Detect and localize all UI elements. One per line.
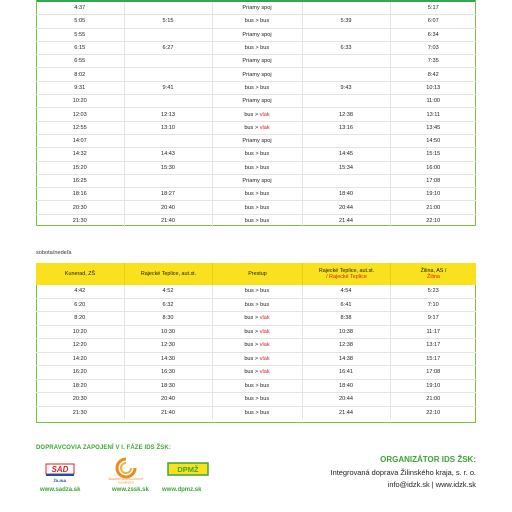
weekday-cell: 15:20: [36, 161, 124, 174]
header-col5-line2: Žilina: [427, 274, 440, 280]
weekday-cell: [302, 2, 390, 15]
weekday-cell: [302, 174, 390, 187]
weekend-cell: 10:38: [302, 325, 390, 339]
organizer-contact[interactable]: info@idzk.sk | www.idzk.sk: [387, 480, 476, 489]
weekday-cell: 9:41: [124, 81, 212, 94]
sad-logo-subtext: ŽILINA: [53, 478, 67, 483]
weekday-cell: 12:03: [36, 108, 124, 121]
header-prestup: Prestup: [212, 263, 302, 285]
weekend-cell: 16:41: [302, 366, 390, 380]
weekday-cell: 5:05: [36, 15, 124, 28]
weekend-cell: 4:52: [124, 285, 212, 298]
weekend-cell: 8:38: [302, 312, 390, 326]
weekend-cell: bus > vlak: [212, 325, 302, 339]
weekend-cell: 18:30: [124, 379, 212, 393]
weekend-row: [36, 406, 476, 419]
weekday-cell: 20:30: [36, 201, 124, 214]
weekday-cell: Priamy spoj: [212, 28, 302, 41]
weekday-cell: 13:16: [302, 121, 390, 134]
weekday-cell: 7:35: [390, 55, 476, 68]
weekday-row: [36, 15, 476, 28]
weekend-cell: bus > bus: [212, 379, 302, 393]
weekend-cell: 12:38: [302, 339, 390, 353]
weekday-cell: bus > bus: [212, 15, 302, 28]
carriers-heading: DOPRAVCOVIA ZAPOJENÍ V I. FÁZE IDS ŽSK:: [36, 445, 171, 451]
weekend-cell: 8:20: [36, 312, 124, 326]
weekday-cell: bus > bus: [212, 201, 302, 214]
weekend-row: [36, 312, 476, 326]
weekend-cell: 8:30: [124, 312, 212, 326]
weekend-cell: 7:10: [390, 298, 476, 312]
weekend-cell: bus > vlak: [212, 339, 302, 353]
weekend-cell: 6:20: [36, 298, 124, 312]
weekday-cell: 15:15: [390, 148, 476, 161]
header-kunerad: Kunerad, ZŠ: [64, 270, 96, 277]
weekend-row: [36, 325, 476, 339]
dpmz-logo-text: DPMŽ: [177, 465, 199, 474]
weekend-cell: 9:17: [390, 312, 476, 326]
weekday-cell: 15:34: [302, 161, 390, 174]
weekday-cell: 16:00: [390, 161, 476, 174]
weekday-row: [36, 55, 476, 68]
weekend-cell: 17:08: [390, 366, 476, 380]
weekday-cell: [302, 55, 390, 68]
header-rajecke-teplice-transfer: [302, 263, 390, 285]
weekday-cell: 8:02: [36, 68, 124, 81]
weekday-cell: Priamy spoj: [212, 55, 302, 68]
weekday-row: [36, 95, 476, 108]
weekend-cell: 21:00: [390, 393, 476, 407]
weekend-cell: 18:40: [302, 379, 390, 393]
weekend-cell: 6:32: [124, 298, 212, 312]
weekend-cell: 12:20: [36, 339, 124, 353]
organizer-name: Integrovaná doprava Žilinského kraja, s. r. o.: [330, 468, 476, 477]
weekday-cell: [302, 68, 390, 81]
dpmz-logo: [166, 458, 210, 480]
weekday-cell: [124, 28, 212, 41]
weekend-row: [36, 352, 476, 366]
weekday-cell: 9:31: [36, 81, 124, 94]
vlak-mark: vlak: [259, 355, 270, 362]
weekday-cell: bus > vlak: [212, 108, 302, 121]
weekend-table-wrap: [36, 285, 476, 419]
weekday-cell: bus > bus: [212, 188, 302, 201]
dpmz-link[interactable]: www.dpmz.sk: [162, 487, 202, 493]
weekday-row: [36, 134, 476, 147]
weekday-cell: 12:13: [124, 108, 212, 121]
weekend-cell: 10:30: [124, 325, 212, 339]
weekend-cell: 20:40: [124, 393, 212, 407]
header-col4-line2: / Rajecké Teplice: [326, 274, 367, 280]
weekend-cell: bus > vlak: [212, 312, 302, 326]
vlak-mark: vlak: [259, 342, 270, 349]
weekday-cell: 15:30: [124, 161, 212, 174]
header-zilina: [390, 263, 476, 285]
weekday-cell: 12:55: [36, 121, 124, 134]
weekday-cell: 6:33: [302, 41, 390, 54]
weekday-cell: 22:10: [390, 214, 476, 227]
weekday-cell: 6:07: [390, 15, 476, 28]
weekday-cell: bus > vlak: [212, 121, 302, 134]
vlak-mark: vlak: [259, 369, 270, 376]
weekday-cell: 7:03: [390, 41, 476, 54]
weekday-cell: 14:43: [124, 148, 212, 161]
weekday-cell: 21:40: [124, 214, 212, 227]
vlak-mark: vlak: [259, 124, 270, 131]
weekend-row: [36, 393, 476, 407]
weekend-cell: 14:38: [302, 352, 390, 366]
weekday-cell: [124, 2, 212, 15]
weekday-cell: [302, 95, 390, 108]
weekend-cell: 21:30: [72, 409, 87, 416]
weekend-cell: bus > vlak: [212, 366, 302, 380]
weekday-row: [36, 188, 476, 201]
weekend-cell: 20:44: [302, 393, 390, 407]
weekday-cell: [124, 134, 212, 147]
weekday-row: [36, 41, 476, 54]
weekday-cell: 5:39: [302, 15, 390, 28]
weekday-cell: Priamy spoj: [212, 68, 302, 81]
weekday-cell: Priamy spoj: [212, 174, 302, 187]
weekday-cell: 6:55: [36, 55, 124, 68]
zssk-logo: [106, 457, 146, 485]
weekday-row: [36, 214, 476, 227]
weekday-cell: 14:07: [36, 134, 124, 147]
weekend-cell: 5:23: [390, 285, 476, 298]
vlak-mark: vlak: [259, 328, 270, 335]
weekday-cell: bus > bus: [212, 148, 302, 161]
weekday-cell: 19:10: [390, 188, 476, 201]
weekday-cell: bus > bus: [212, 41, 302, 54]
zssk-logo-text-1: ŽELEZNIČNÁ SPOLOČNOSŤ: [108, 478, 144, 481]
weekday-cell: 5:15: [124, 15, 212, 28]
weekend-cell: 4:42: [36, 285, 124, 298]
weekday-table-wrap: [36, 2, 476, 227]
weekend-cell: 16:30: [124, 366, 212, 380]
weekday-cell: [124, 95, 212, 108]
weekday-cell: 11:00: [390, 95, 476, 108]
weekend-timetable: [36, 285, 476, 419]
weekday-cell: 10:13: [390, 81, 476, 94]
weekday-cell: 8:42: [390, 68, 476, 81]
vlak-mark: vlak: [259, 111, 270, 118]
weekday-cell: 13:10: [124, 121, 212, 134]
weekday-cell: 17:08: [390, 174, 476, 187]
weekend-cell: 6:41: [302, 298, 390, 312]
weekend-cell: bus > bus: [212, 406, 302, 419]
weekday-cell: 4:37: [36, 2, 124, 15]
weekday-cell: 21:44: [302, 214, 390, 227]
weekday-cell: Priamy spoj: [212, 2, 302, 15]
weekday-cell: 18:27: [124, 188, 212, 201]
weekend-cell: 19:10: [390, 379, 476, 393]
header-col5-line1: Žilina, AS /: [420, 267, 447, 274]
weekend-cell: 13:17: [390, 339, 476, 353]
weekday-cell: 16:25: [36, 174, 124, 187]
weekend-cell: bus > bus: [212, 285, 302, 298]
vlak-mark: vlak: [259, 315, 270, 322]
weekend-cell: bus > vlak: [212, 352, 302, 366]
weekend-cell: 11:17: [390, 325, 476, 339]
weekday-row: [36, 161, 476, 174]
weekday-cell: bus > bus: [212, 214, 302, 227]
weekday-timetable: [36, 2, 476, 227]
weekday-cell: 18:40: [302, 188, 390, 201]
weekend-cell: 21:40: [124, 406, 212, 419]
weekend-cell: 14:30: [124, 352, 212, 366]
sadza-link[interactable]: www.sadza.sk: [40, 487, 81, 493]
zssk-logo-text-2: SLOVENSKO: [117, 481, 135, 485]
weekday-cell: Priamy spoj: [212, 134, 302, 147]
weekday-row: [36, 2, 476, 15]
weekday-cell: 9:43: [302, 81, 390, 94]
weekday-row: [36, 108, 476, 121]
weekday-cell: Priamy spoj: [212, 95, 302, 108]
weekday-cell: 6:34: [390, 28, 476, 41]
weekend-cell: 20:30: [36, 393, 124, 407]
weekend-cell: 14:20: [36, 352, 124, 366]
weekday-row: [36, 81, 476, 94]
zssk-link[interactable]: www.zssk.sk: [112, 487, 149, 493]
sad-logo-text: SAD: [51, 465, 69, 474]
weekday-row: [36, 68, 476, 81]
weekday-cell: [124, 68, 212, 81]
weekend-cell: 12:30: [124, 339, 212, 353]
sad-zilina-logo: [40, 459, 80, 485]
weekday-cell: [124, 174, 212, 187]
weekend-cell: bus > bus: [212, 393, 302, 407]
weekday-cell: 21:30: [72, 217, 87, 224]
weekend-cell: 15:17: [390, 352, 476, 366]
weekend-cell: 10:20: [36, 325, 124, 339]
weekend-row: [36, 339, 476, 353]
weekend-cell: 22:10: [390, 406, 476, 419]
weekend-label: sobota/nedeľa: [36, 250, 72, 256]
carrier-logos: [36, 457, 216, 487]
weekend-row: [36, 298, 476, 312]
weekday-cell: 20:40: [124, 201, 212, 214]
weekday-cell: 6:15: [36, 41, 124, 54]
weekday-row: [36, 148, 476, 161]
weekday-cell: bus > bus: [212, 81, 302, 94]
weekend-table-header: [36, 263, 476, 285]
weekday-cell: 5:55: [36, 28, 124, 41]
weekday-row: [36, 28, 476, 41]
weekday-cell: 5:17: [390, 2, 476, 15]
weekday-cell: 14:45: [302, 148, 390, 161]
weekday-cell: bus > bus: [212, 161, 302, 174]
weekend-cell: 4:54: [302, 285, 390, 298]
weekday-cell: [302, 28, 390, 41]
weekend-row: [36, 379, 476, 393]
weekday-cell: 6:27: [124, 41, 212, 54]
weekend-row: [36, 285, 476, 298]
weekday-cell: [302, 134, 390, 147]
weekday-cell: 20:44: [302, 201, 390, 214]
weekend-row: [36, 366, 476, 380]
organizer-heading: ORGANIZÁTOR IDS ŽSK:: [380, 455, 476, 464]
weekday-cell: 13:45: [390, 121, 476, 134]
weekday-cell: [124, 55, 212, 68]
weekday-cell: 14:50: [390, 134, 476, 147]
weekday-cell: 21:00: [390, 201, 476, 214]
header-col4-line1: Rajecké Teplice, aut.st.: [318, 267, 375, 274]
weekday-cell: 13:11: [390, 108, 476, 121]
weekday-cell: 12:38: [302, 108, 390, 121]
weekday-row: [36, 121, 476, 134]
weekend-cell: 18:20: [36, 379, 124, 393]
weekend-cell: 21:44: [302, 406, 390, 419]
weekday-cell: 10:20: [36, 95, 124, 108]
header-rajecke-teplice: Rajecké Teplice, aut.st.: [124, 263, 212, 285]
weekday-cell: 14:32: [36, 148, 124, 161]
weekend-cell: bus > bus: [212, 298, 302, 312]
weekday-row: [36, 174, 476, 187]
weekday-cell: 18:16: [36, 188, 124, 201]
weekend-cell: 16:20: [36, 366, 124, 380]
weekday-row: [36, 201, 476, 214]
